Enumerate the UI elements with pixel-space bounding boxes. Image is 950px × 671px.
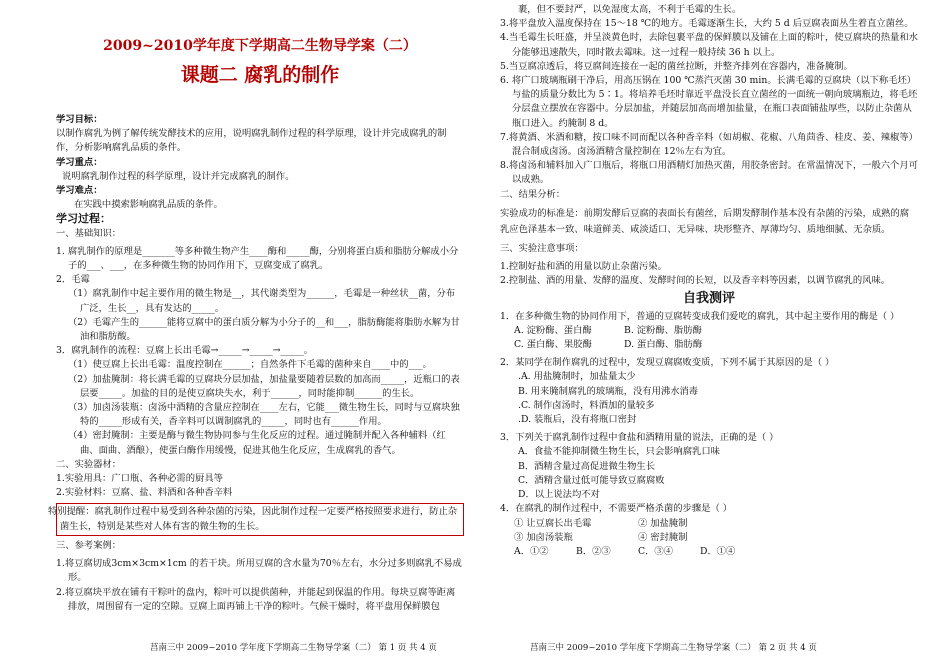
- materials-ingredients: 2.实验材料：豆腐、盐、料酒和各种香辛料: [56, 487, 233, 499]
- test-3-option-a: A．食盐不能抑制微生物生长，只会影响腐乳口味: [518, 446, 720, 458]
- test-2-option-c: .C. 制作卤汤时，料酒加的量较多: [518, 399, 655, 411]
- note-1: 1.控制好盐和酒的用量以防止杂菌污染。: [500, 261, 667, 273]
- test-1-option-b: B. 淀粉酶、脂肪酶: [624, 324, 702, 336]
- test-3-option-d: D．以上说法均不对: [518, 489, 600, 501]
- question-2: 2．毛霉: [56, 274, 90, 286]
- test-1-option-a: A. 淀粉酶、蛋白酶: [514, 324, 592, 336]
- test-1-option-d: D. 蛋白酶、脂肪酶: [624, 339, 703, 351]
- difficulty-label: 学习难点：: [56, 185, 103, 197]
- section-notes: 三、实验注意事项：: [500, 242, 584, 254]
- test-2-option-b: B. 用来腌制腐乳的玻璃瓶，没有用沸水消毒: [518, 385, 699, 397]
- test-1-options-row-2: [500, 338, 918, 352]
- test-4-item-3: ③ 加卤汤装瓶: [514, 531, 573, 543]
- test-4-item-1: ① 让豆腐长出毛霉: [514, 517, 592, 529]
- question-3-2: （2）加盐腌制：将长满毛霉的豆腐块分层加盐，加盐量要随着层数的加高而_____，近瓶口的表层要_____。加盐的目的是使豆腐块失水，利于______，同时能抑制______的生长。: [68, 373, 460, 399]
- document-title: 2009~2010学年度下学期高二生物导学案（二）: [103, 38, 417, 54]
- test-4-option-d: D．①④: [700, 545, 736, 557]
- special-tip-box: 特别提醒：腐乳制作过程中易受到各种杂菌的污染，因此制作过程一定要严格按照要求进行，防止杂菌生长，特别是某些对人体有害的微生物的生长。: [56, 503, 464, 535]
- test-question-4: 4．在腐乳的制作过程中，不需要严格杀菌的步骤是（ ）: [500, 503, 732, 515]
- section-materials: 二、实验器材：: [56, 458, 122, 470]
- question-3-1: （1）使豆腐上长出毛霉：温度控制在______；自然条件下毛霉的菌种来自____中的___。: [68, 359, 432, 371]
- case-step-3: 3.将平盘放入温度保持在 15～18 ℃的地方。毛霉逐渐生长，大约 5 d 后豆腐表面丛生着直立菌丝。: [500, 18, 914, 30]
- test-3-option-c: C．酒精含量过低可能导致豆腐腐败: [518, 474, 665, 486]
- test-4-options: [500, 545, 918, 559]
- right-column: [500, 0, 918, 559]
- page-footer-left: 莒南三中 2009~2010 学年度下学期高二生物导学案（二） 第 1 页 共 4 页: [150, 643, 437, 653]
- goal-text: 以制作腐乳为例了解传统发酵技术的应用，说明腐乳制作过程的科学原理，设计并完成腐乳的制作，分析影响腐乳品质的条件。: [56, 128, 447, 154]
- case-step-4: 4.当毛霉生长旺盛，并呈淡黄色时，去除包裹平盘的保鲜膜以及铺在上面的粽叶，使豆腐块的热量和水分能够迅速散失，同时散去霉味。这一过程一般持续 36 h 以上。: [500, 32, 918, 58]
- test-3-option-b: B．酒精含量过高促进微生物生长: [518, 460, 655, 472]
- question-2-1: （1）腐乳制作中起主要作用的微生物是__，其代谢类型为______，毛霉是一种丝状__菌，分布广泛，生长__，具有发达的_____。: [68, 288, 456, 314]
- case-step-1: 1.将豆腐切成3cm×3cm×1cm 的若干块。所用豆腐的含水量为70％左右，水分过多则腐乳不易成形。: [56, 558, 462, 584]
- test-1-options-row-1: [500, 324, 918, 338]
- test-4-item-4: ④ 密封腌制: [638, 531, 688, 543]
- results-text: 实验成功的标准是：前期发酵后豆腐的表面长有菌丝，后期发酵制作基本没有杂菌的污染，成熟的腐乳应色泽基本一致、味道鲜美、咸淡适口、无异味、块形整齐、厚薄均匀、质地细腻、无杂质。: [500, 207, 910, 235]
- test-2-option-d: .D. 装瓶后，没有将瓶口密封: [518, 414, 637, 426]
- case-step-6: 6. 将广口玻璃瓶刷干净后，用高压锅在 100 ℃蒸汽灭菌 30 min。长满毛霉的豆腐块（以下称毛坯）与盐的质量分数比为 5∶1。将培养毛坯时靠近平盘没长直立菌丝的一面统一朝向玻璃瓶边，将毛坯分层盘立摆放在容器中。分层加盐，并随层加高而增加盐量，在瓶口表面铺盐厚些，以防止杂菌从瓶口进入。约腌制 8 d。: [500, 75, 918, 129]
- self-test-title: 自我测评: [682, 291, 735, 307]
- test-question-1: 1．在多种微生物的协同作用下，普通的豆腐转变成我们爱吃的腐乳，其中起主要作用的酶是（ ）: [500, 310, 900, 322]
- case-step-2: 2.将豆腐块平放在铺有干粽叶的盘内，粽叶可以提供菌种，并能起到保温的作用。每块豆腐等距离排放，周围留有一定的空隙。豆腐上面再铺上干净的粽叶。气候干燥时，将平盘用保鲜膜包: [56, 586, 456, 612]
- case-step-8: 8.将卤汤和辅料加入广口瓶后，将瓶口用酒精灯加热灭菌，用胶条密封。在常温情况下，一般六个月可以成熟。: [500, 160, 918, 186]
- goal-label: 学习目标：: [56, 114, 103, 125]
- test-question-2: 2．某同学在制作腐乳的过程中，发现豆腐腐败变质，下列不属于其原因的是（ ）: [500, 357, 835, 369]
- test-4-option-c: C．③④: [638, 545, 674, 557]
- key-label: 学习重点：: [56, 156, 103, 168]
- left-column: [48, 0, 464, 614]
- test-4-option-b: B．②③: [576, 545, 611, 557]
- difficulty-text: 在实践中摸索影响腐乳品质的条件。: [74, 199, 223, 211]
- question-3-4: （4）密封腌制：主要是酶与微生物协同参与生化反应的过程。通过腌制并配入各种辅料（红曲、面曲、酒酿），使蛋白酶作用缓慢，促进其他生化反应，生成腐乳的香气。: [68, 430, 446, 456]
- test-question-3: 3．下列关于腐乳制作过程中食盐和酒精用量的说法，正确的是（ ）: [500, 432, 779, 444]
- test-4-items-row-1: [500, 517, 918, 531]
- case-step-2-continued: 裹，但不要封严，以免湿度太高，不利于毛霉的生长。: [518, 4, 742, 15]
- lesson-title: 课题二 腐乳的制作: [180, 64, 340, 86]
- page-footer-right: 莒南三中 2009~2010 学年度下学期高二生物导学案（二） 第 2 页 共 4 页: [530, 643, 817, 653]
- question-1: 1. 腐乳制作的原理是_______等多种微生物产生____酶和_____酶，分别将蛋白质和脂肪分解成小分子的___、___，在多种微生物的协同作用下，豆腐变成了腐乳。: [56, 245, 459, 272]
- question-3: 3．腐乳制作的流程：豆腐上长出毛霉→_____→_____→_____。: [56, 345, 314, 357]
- test-1-option-c: C. 蛋白酶、果胶酶: [514, 339, 592, 351]
- test-4-items-row-2: [500, 531, 918, 545]
- note-2: 2.控制盐、酒的用量、发酵的温度、发酵时间的长短，以及香辛料等因素，以调节腐乳的风味。: [500, 275, 891, 287]
- question-3-3: （3）加卤汤装瓶：卤汤中酒精的含量应控制在____左右，它能___微生物生长，同时与豆腐块独特的_____形成有关，香辛料可以调制腐乳的_____，同时也有______作用。: [68, 402, 460, 428]
- materials-tools: 1.实验用具：广口瓶、各种必需的厨具等: [56, 473, 223, 485]
- process-label: 学习过程：: [56, 212, 111, 226]
- test-2-option-a: .A. 用盐腌制时，加盐量太少: [518, 371, 636, 383]
- case-step-7: 7.将黄酒、米酒和糖，按口味不同而配以各种香辛料（如胡椒、花椒、八角茴香、桂皮、姜、辣椒等）混合制成卤汤。卤汤酒精含量控制在 12％左右为宜。: [500, 131, 918, 158]
- question-2-2: （2）毛霉产生的______能将豆腐中的蛋白质分解为小分子的__和___，脂肪酶能将脂肪水解为甘油和脂肪酸。: [68, 316, 460, 343]
- key-text: 说明腐乳制作过程的科学原理，设计并完成腐乳的制作。: [62, 170, 295, 182]
- section-cases: 三、参考案例：: [56, 539, 122, 551]
- section-results: 二、结果分析：: [500, 188, 566, 200]
- section-basics: 一、基础知识：: [56, 227, 122, 239]
- test-4-item-2: ② 加盐腌制: [638, 517, 688, 529]
- test-4-option-a: A．①②: [514, 545, 549, 557]
- case-step-5: 5.当豆腐凉透后，将豆腐间连接在一起的菌丝拉断，并整齐排列在容器内，准备腌制。: [500, 60, 853, 72]
